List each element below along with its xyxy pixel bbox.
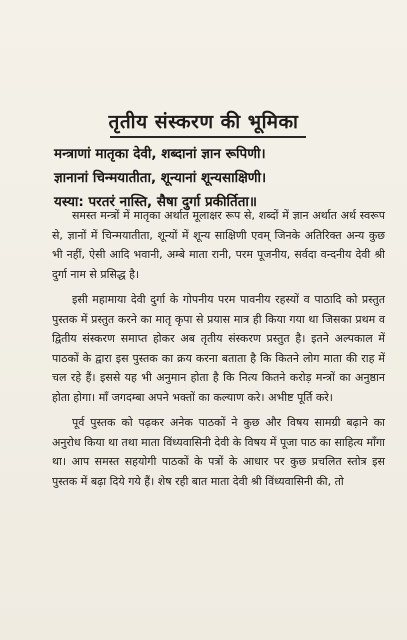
body-text — [52, 206, 385, 497]
verse-line: मन्त्राणां मातृका देवी, शब्दानां ज्ञान रूपिणी। — [54, 146, 266, 162]
paragraph: पूर्व पुस्तक को पढ़कर अनेक पाठकों ने कुछ और विषय सामग्री बढ़ाने का अनुरोध किया था तथा माता विंध्यवासिनी देवी के विषय में पूजा पाठ का साहित्य माँगा था। आप समस्त सहयोगी पाठकों के पत्रों के आधार पर कुछ प्रचलित स्तोत्र इस पुस्तक में बढ़ा दिये गये हैं। शेष रही बात माता देवी श्री विंध्यवासिनी की, तो — [52, 416, 385, 488]
verse-line: ज्ञानानां चिन्मयातीता, शून्यानां शून्यसाक्षिणी। — [54, 170, 267, 186]
verse-line: यस्या: परतरं नास्ति, सैषा दुर्गा प्रकीर्तिता॥ — [54, 194, 257, 210]
page-title: तृतीय संस्करण की भूमिका — [108, 111, 299, 133]
paragraph: इसी महामाया देवी दुर्गा के गोपनीय परम पावनीय रहस्यों व पाठादि को प्रस्तुत पुस्तक में प्रस्तुत करने का मातृ कृपा से प्रयास मात्र ही किया गया था जिसका प्रथम व द्वितीय संस्करण समाप्त होकर अब तृतीय संस्करण प्रस्तुत है। इतने अल्पकाल में पाठकों के द्वारा इस पुस्तक का क्रय करना बताता है कि कितने लोग माता की राह में चल रहे हैं। इससे यह भी अनुमान होता है कि नित्य कितने करोड़ मन्त्रों का अनुष्ठान होता होगा। माँ जगदम्बा अपने भक्तों का कल्याण करे। अभीष्ट पूर्ति करे। — [52, 293, 385, 404]
paragraph: समस्त मन्त्रों में मातृका अर्थात मूलाक्षर रूप से, शब्दों में ज्ञान अर्थात अर्थ स्वरूप से, ज्ञानों में चिन्मयातीता, शून्यों में शून्य साक्षिणी एवम् जिनके अतिरिक्त अन्य कुछ भी नहीं, ऐसी आदि भवानी, अम्बे माता रानी, परम पूजनीय, सर्वदा वन्दनीय देवी श्री दुर्गा नाम से प्रसिद्ध है। — [52, 209, 385, 281]
title-underline — [110, 136, 306, 138]
sanskrit-verse-block — [54, 142, 384, 214]
